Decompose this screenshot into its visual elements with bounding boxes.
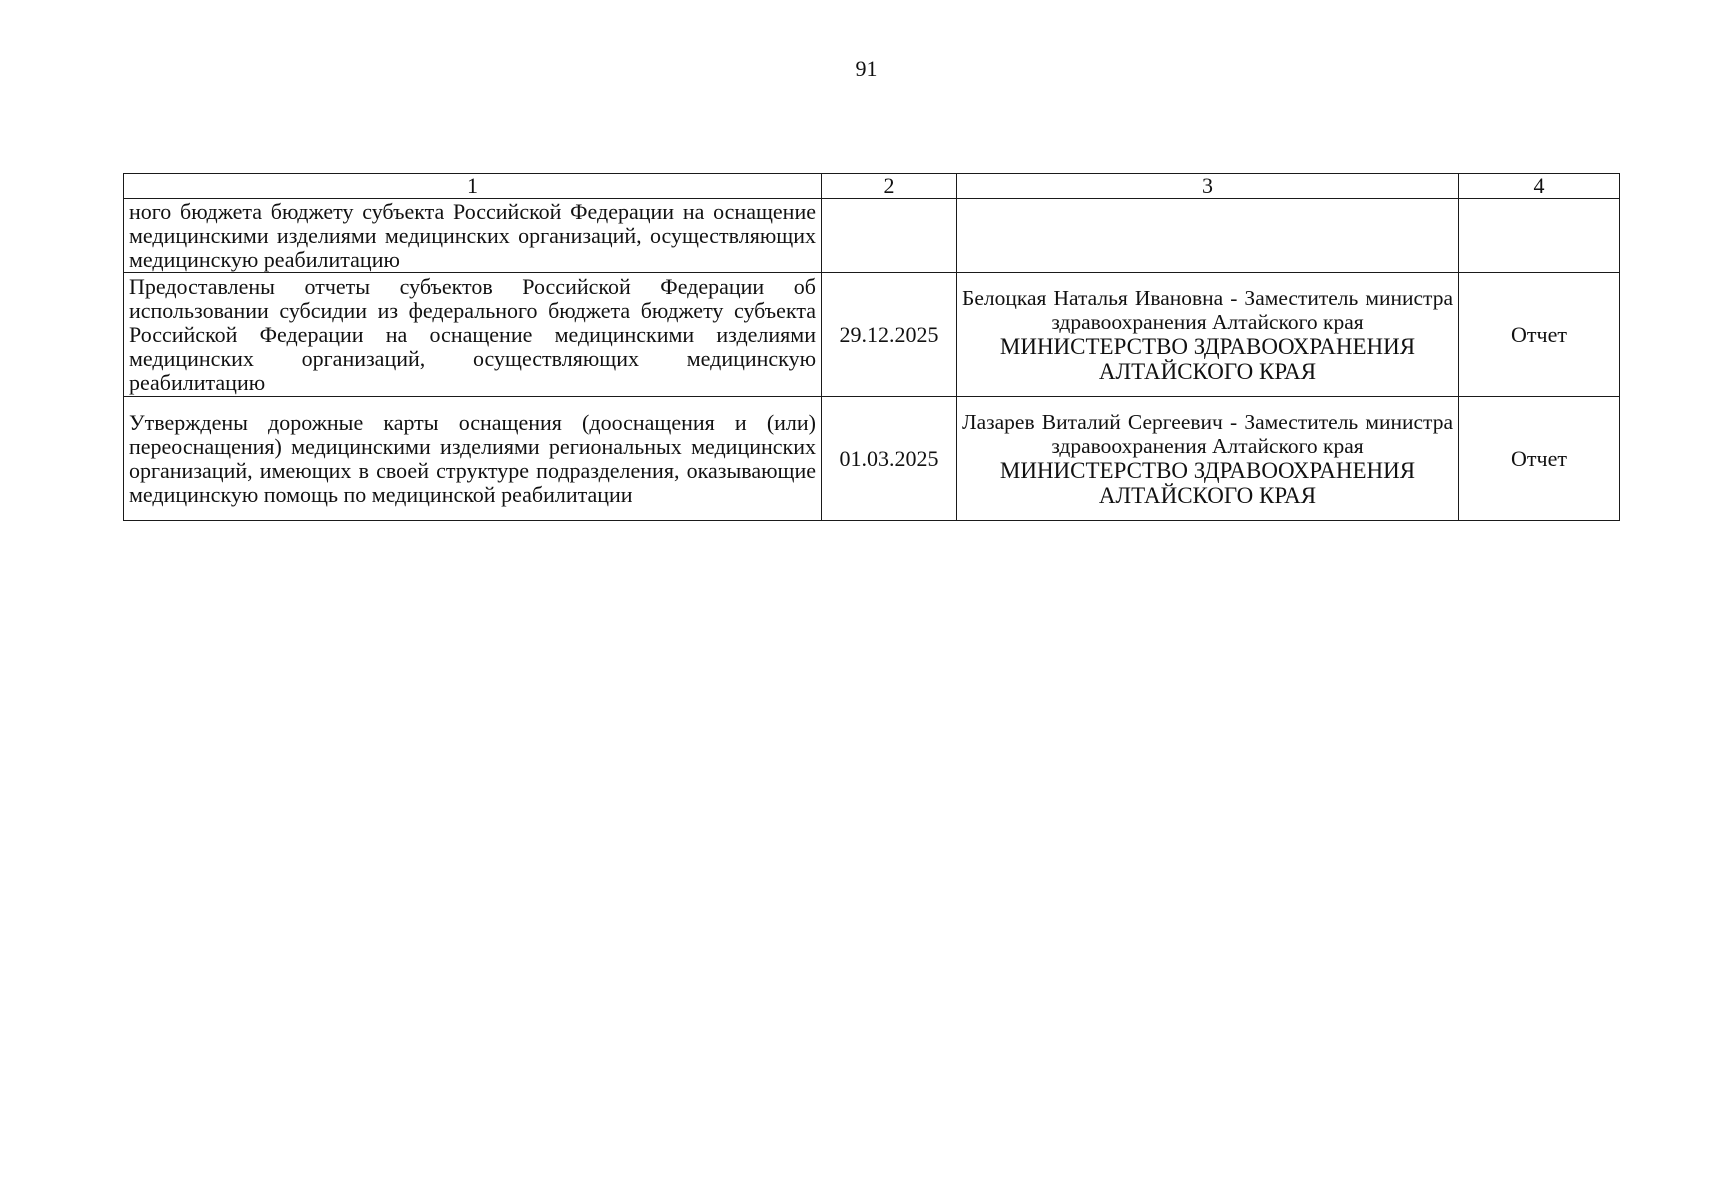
responsible-cell — [957, 199, 1459, 273]
due-date: 29.12.2025 — [822, 273, 957, 397]
task-description: ного бюджета бюджету субъекта Российской Федерации на оснащение медицинскими изделиями медицинских организаций, осуществляющих медицинскую реабилитацию — [124, 199, 822, 273]
table-row — [124, 199, 1620, 273]
result-type: Отчет — [1459, 273, 1620, 397]
due-date: 01.03.2025 — [822, 397, 957, 521]
responsible-cell — [957, 273, 1459, 397]
column-header-3: 3 — [957, 174, 1459, 199]
table-header-row — [124, 174, 1620, 199]
result-type — [1459, 199, 1620, 273]
page-number: 91 — [855, 56, 878, 81]
table-row — [124, 273, 1620, 397]
responsible-organization: МИНИСТЕРСТВО ЗДРАВООХРАНЕНИЯ АЛТАЙСКОГО КРАЯ — [999, 457, 1416, 508]
responsible-cell — [957, 397, 1459, 521]
responsible-person: Лазарев Виталий Сергеевич - Заместитель министра здравоохранения Алтайского края — [962, 409, 1453, 458]
table-row — [124, 397, 1620, 521]
plan-table — [123, 173, 1620, 521]
column-header-1: 1 — [124, 174, 822, 199]
task-description: Утверждены дорожные карты оснащения (дооснащения и (или) переоснащения) медицинскими изделиями региональных медицинских организаций, имеющих в своей структуре подразделения, оказывающие медицинскую помощь по медицинской реабилитации — [124, 397, 822, 521]
task-description: Предоставлены отчеты субъектов Российской Федерации об использовании субсидии из федерального бюджета бюджету субъекта Российской Федерации на оснащение медицинскими изделиями медицинских организаций, осуществляющих медицинскую реабилитацию — [124, 273, 822, 397]
column-header-4: 4 — [1459, 174, 1620, 199]
column-header-2: 2 — [822, 174, 957, 199]
result-type: Отчет — [1459, 397, 1620, 521]
responsible-organization: МИНИСТЕРСТВО ЗДРАВООХРАНЕНИЯ АЛТАЙСКОГО КРАЯ — [999, 333, 1416, 384]
responsible-person: Белоцкая Наталья Ивановна - Заместитель министра здравоохранения Алтайского края — [962, 285, 1453, 334]
due-date — [822, 199, 957, 273]
